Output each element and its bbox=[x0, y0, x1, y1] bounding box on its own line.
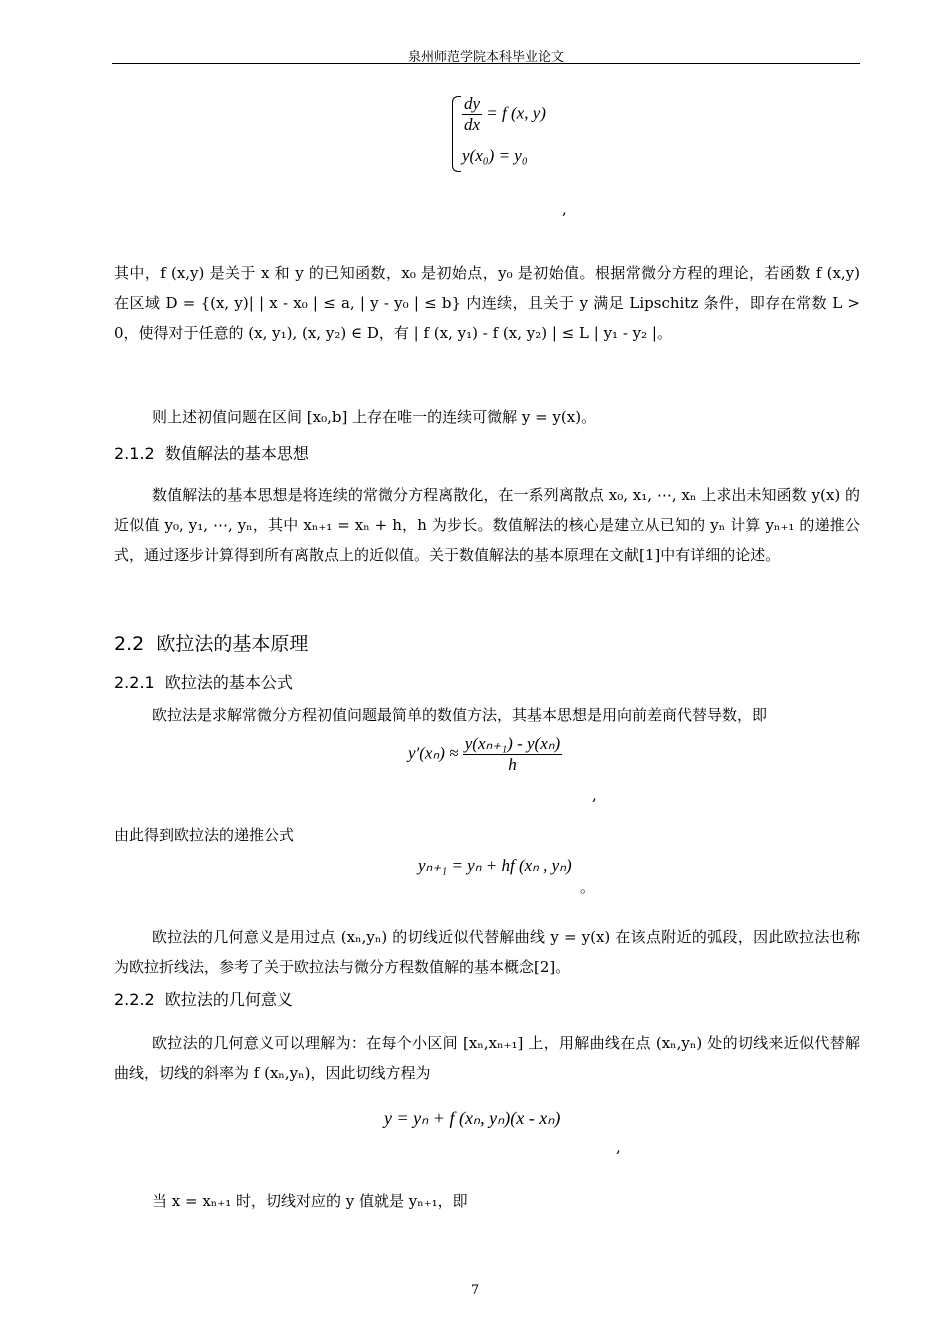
paragraph-euler-intro: 欧拉法是求解常微分方程初值问题最简单的数值方法，其基本思想是用向前差商代替导数，即 bbox=[152, 706, 768, 724]
paragraph-numerical-method: 数值解法的基本思想是将连续的常微分方程离散化，在一系列离散点 x₀, x₁, ⋯, xₙ 上求出未知函数 y(x) 的近似值 y₀, y₁, ⋯, yₙ，其中 xₙ₊₁ = xₙ + h，h 为步长。数值解法的核心是建立从已知的 yₙ 计算 yₙ₊₁ 的递推公式，通过逐步计算得到所有离散点上的近似值。关于数值解法的基本原理在文献[1]中有详细的论述。 bbox=[114, 486, 860, 564]
ode-rhs: = f (x, y) bbox=[486, 103, 546, 123]
section-heading-2-2-1: 2.2.1 欧拉法的基本公式 bbox=[114, 673, 293, 692]
paragraph-euler-geometry: 欧拉法的几何意义是用过点 (xₙ,yₙ) 的切线近似代替解曲线 y = y(x) 在该点附近的弧段，因此欧拉法也称为欧拉折线法，参考了关于欧拉法与微分方程数值解的基本概念[2]。 bbox=[114, 928, 860, 976]
section-heading-2-2: 2.2 欧拉法的基本原理 bbox=[114, 633, 309, 655]
euler-recursion-formula: yₙ₊₁ = yₙ + hf (xₙ , yₙ) bbox=[418, 856, 572, 875]
system-brace bbox=[452, 96, 461, 172]
equation-period: 。 bbox=[580, 878, 596, 896]
initial-condition: y(x₀) = y₀ bbox=[462, 146, 528, 165]
section-heading-2-1-2: 2.1.2 数值解法的基本思想 bbox=[114, 444, 309, 463]
paragraph-next-value: 当 x = xₙ₊₁ 时，切线对应的 y 值就是 yₙ₊₁，即 bbox=[152, 1192, 468, 1210]
paragraph-tangent-line: 欧拉法的几何意义可以理解为：在每个小区间 [xₙ,xₙ₊₁] 上，用解曲线在点 (xₙ,yₙ) 处的切线来近似代替解曲线，切线的斜率为 f (xₙ,yₙ)，因此切线方程为 bbox=[114, 1034, 860, 1082]
forward-difference-equation: y′(xₙ) ≈ $\frac{\text{y(xₙ₊₁) - y(xₙ)}}{h}$ bbox=[408, 734, 561, 774]
header-rule bbox=[112, 63, 860, 64]
ode-equation bbox=[462, 94, 546, 135]
equation-comma: , bbox=[592, 786, 597, 804]
paragraph-existence-conditions: 其中，f (x,y) 是关于 x 和 y 的已知函数，x₀ 是初始点，y₀ 是初始值。根据常微分方程的理论，若函数 f (x,y) 在区域 D = {(x, y)| | x - x₀ | ≤ a, | y - y₀ | ≤ b} 内连续，且关于 y 满足 Lipschitz 条件，即存在常数 L > 0，使得对于任意的 (x, y₁), (x, y₂) ∈ D，有 | f (x, y₁) - f (x, y₂) | ≤ L | y₁ - y₂ |。 bbox=[114, 264, 860, 342]
running-header: 泉州师范学院本科毕业论文 bbox=[407, 50, 564, 65]
paragraph-recursion-intro: 由此得到欧拉法的递推公式 bbox=[114, 826, 295, 844]
difference-quotient: $\frac{\text{y(xₙ₊₁) - y(xₙ)}}{h}$ bbox=[464, 734, 561, 774]
tangent-line-equation: y = yₙ + f (xₙ, yₙ)(x - xₙ) bbox=[384, 1108, 561, 1128]
paragraph-existence-conclusion: 则上述初值问题在区间 [x₀,b] 上存在唯一的连续可微解 y = y(x)。 bbox=[152, 408, 597, 426]
section-heading-2-2-2: 2.2.2 欧拉法的几何意义 bbox=[114, 990, 293, 1009]
equation-comma: , bbox=[562, 200, 567, 218]
page-number: 7 bbox=[470, 1283, 480, 1298]
derivative-fraction: $\frac{dy}{dx}$ bbox=[464, 94, 481, 134]
equation-comma: , bbox=[616, 1138, 621, 1156]
